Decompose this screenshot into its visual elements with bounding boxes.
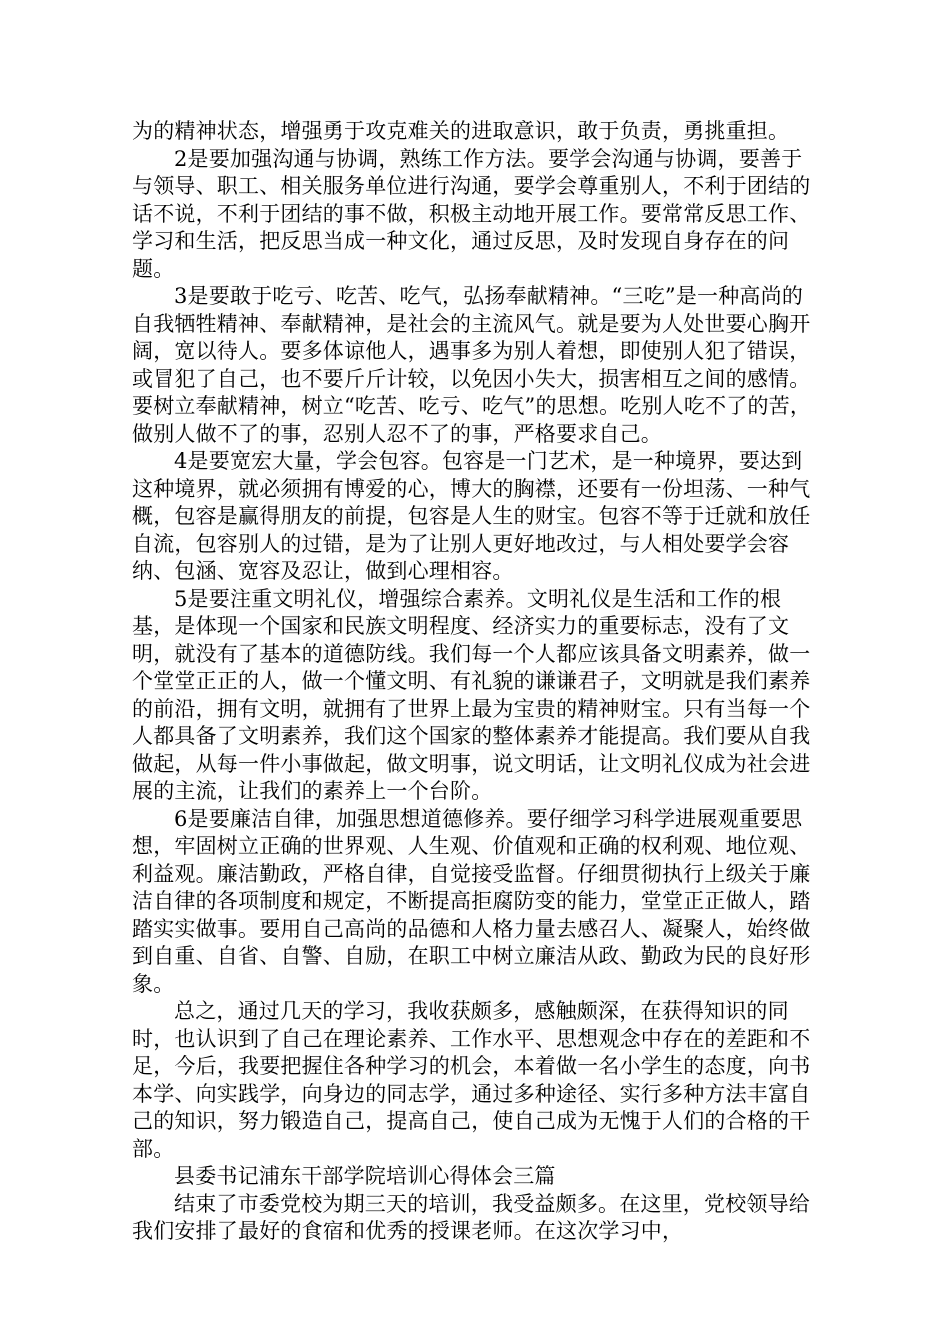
paragraph-point-3: 3是要敢于吃亏、吃苦、吃气，弘扬奉献精神。“三吃”是一种高尚的自我牺牲精神、奉献精神，是社会的主流风气。就是要为人处世要心胸开阔，宽以待人。要多体谅他人，遇事多为别人着想，即使别人犯了错误，或冒犯了自己，也不要斤斤计较，以免因小失大，损害相互之间的感情。要树立奉献精神，树立“吃苦、吃亏、吃气”的思想。吃别人吃不了的苦，做别人做不了的事，忍别人忍不了的事，严格要求自己。 [132, 284, 812, 446]
paragraph-point-5: 5是要注重文明礼仪，增强综合素养。文明礼仪是生活和工作的根基，是体现一个国家和民族文明程度、经济实力的重要标志，没有了文明，就没有了基本的道德防线。我们每一个人都应该具备文明素养，做一个堂堂正正的人，做一个懂文明、有礼貌的谦谦君子，文明就是我们素养的前沿，拥有文明，就拥有了世界上最为宝贵的精神财宝。只有当每一个人都具备了文明素养，我们这个国家的整体素养才能提高。我们要从自我做起，从每一件小事做起，做文明事，说文明话，让文明礼仪成为社会进展的主流，让我们的素养上一个台阶。 [132, 586, 811, 803]
paragraph-point-2: 2是要加强沟通与协调，熟练工作方法。要学会沟通与协调，要善于与领导、职工、相关服务单位进行沟通，要学会尊重别人，不利于团结的话不说，不利于团结的事不做，积极主动地开展工作。要常常反思工作、学习和生活，把反思当成一种文化，通过反思，及时发现自身存在的问题。 [132, 146, 811, 281]
document-body [132, 118, 822, 1246]
paragraph-point-4: 4是要宽宏大量，学会包容。包容是一门艺术，是一种境界，要达到这种境界，就必须拥有博爱的心，博大的胸襟，还要有一份坦荡、一种气概，包容是赢得朋友的前提，包容是人生的财宝。包容不等于迁就和放任自流，包容别人的过错，是为了让别人更好地改过，与人相处要学会容纳、包涵、宽容及忍让，做到心理相容。 [132, 449, 811, 583]
paragraph-point-6: 6是要廉洁自律，加强思想道德修养。要仔细学习科学进展观重要思想，牢固树立正确的世界观、人生观、价值观和正确的权利观、地位观、利益观。廉洁勤政，严格自律，自觉接受监督。仔细贯彻执行上级关于廉洁自律的各项制度和规定，不断提高拒腐防变的能力，堂堂正正做人，踏踏实实做事。要用自己高尚的品德和人格力量去感召人、凝聚人，始终做到自重、自省、自警、自励，在职工中树立廉洁从政、勤政为民的良好形象。 [132, 806, 811, 996]
paragraph-intro: 结束了市委党校为期三天的培训，我受益颇多。在这里，党校领导给我们安排了最好的食宿和优秀的授课老师。在这次学习中， [132, 1191, 810, 1243]
section-heading: 县委书记浦东干部学院培训心得体会三篇 [174, 1164, 556, 1188]
paragraph-summary: 总之，通过几天的学习，我收获颇多，感触颇深，在获得知识的同时，也认识到了自己在理论素养、工作水平、思想观念中存在的差距和不足，今后，我要把握住各种学习的机会，本着做一名小学生的态度，向书本学、向实践学，向身边的同志学，通过多种途径、实行多种方法丰富自己的知识，努力锻造自己，提高自己，使自己成为无愧于人们的合格的干部。 [132, 999, 811, 1161]
paragraph-continuation: 为的精神状态，增强勇于攻克难关的进取意识，敢于负责，勇挑重担。 [132, 119, 790, 143]
